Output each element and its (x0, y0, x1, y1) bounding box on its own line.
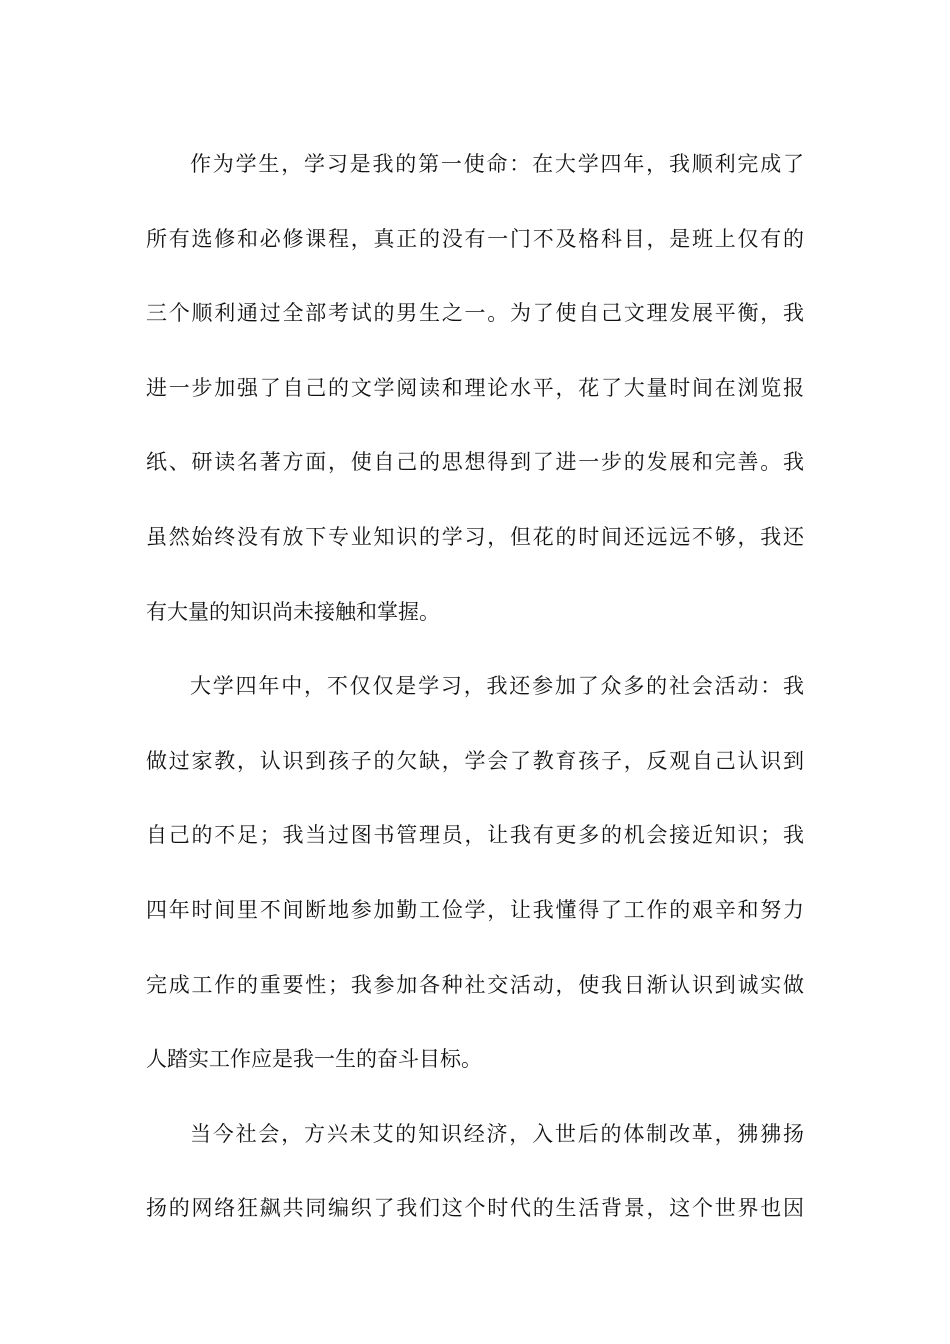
text-line: 当今社会，方兴未艾的知识经济，入世后的体制改革，狒狒扬 (190, 1121, 804, 1146)
text-line: 所有选修和必修课程，真正的没有一门不及格科目，是班上仅有的 (146, 226, 804, 251)
text-line: 自己的不足；我当过图书管理员，让我有更多的机会接近知识；我 (146, 823, 804, 848)
paragraph-activities (146, 649, 804, 1097)
text-line: 扬的网络狂飙共同编织了我们这个时代的生活背景，这个世界也因 (146, 1196, 804, 1221)
text-line: 进一步加强了自己的文学阅读和理论水平，花了大量时间在浏览报 (146, 375, 804, 400)
text-line: 三个顺利通过全部考试的男生之一。为了使自己文理发展平衡，我 (146, 301, 804, 326)
text-line: 有大量的知识尚未接触和掌握。 (146, 599, 440, 624)
text-line: 完成工作的重要性；我参加各种社交活动，使我日渐认识到诚实做 (146, 972, 804, 997)
text-line: 纸、研读名著方面，使自己的思想得到了进一步的发展和完善。我 (146, 450, 804, 475)
text-line: 四年时间里不间断地参加勤工俭学，让我懂得了工作的艰辛和努力 (146, 897, 804, 922)
text-line: 人踏实工作应是我一生的奋斗目标。 (146, 1047, 482, 1072)
paragraph-society (146, 1097, 804, 1246)
document-body (146, 127, 804, 1246)
text-line: 做过家教，认识到孩子的欠缺，学会了教育孩子，反观自己认识到 (146, 748, 804, 773)
paragraph-study (146, 127, 804, 649)
text-line: 作为学生，学习是我的第一使命：在大学四年，我顺利完成了 (190, 152, 804, 176)
text-line: 虽然始终没有放下专业知识的学习，但花的时间还远远不够，我还 (146, 524, 804, 549)
text-line: 大学四年中，不仅仅是学习，我还参加了众多的社会活动：我 (190, 674, 804, 699)
